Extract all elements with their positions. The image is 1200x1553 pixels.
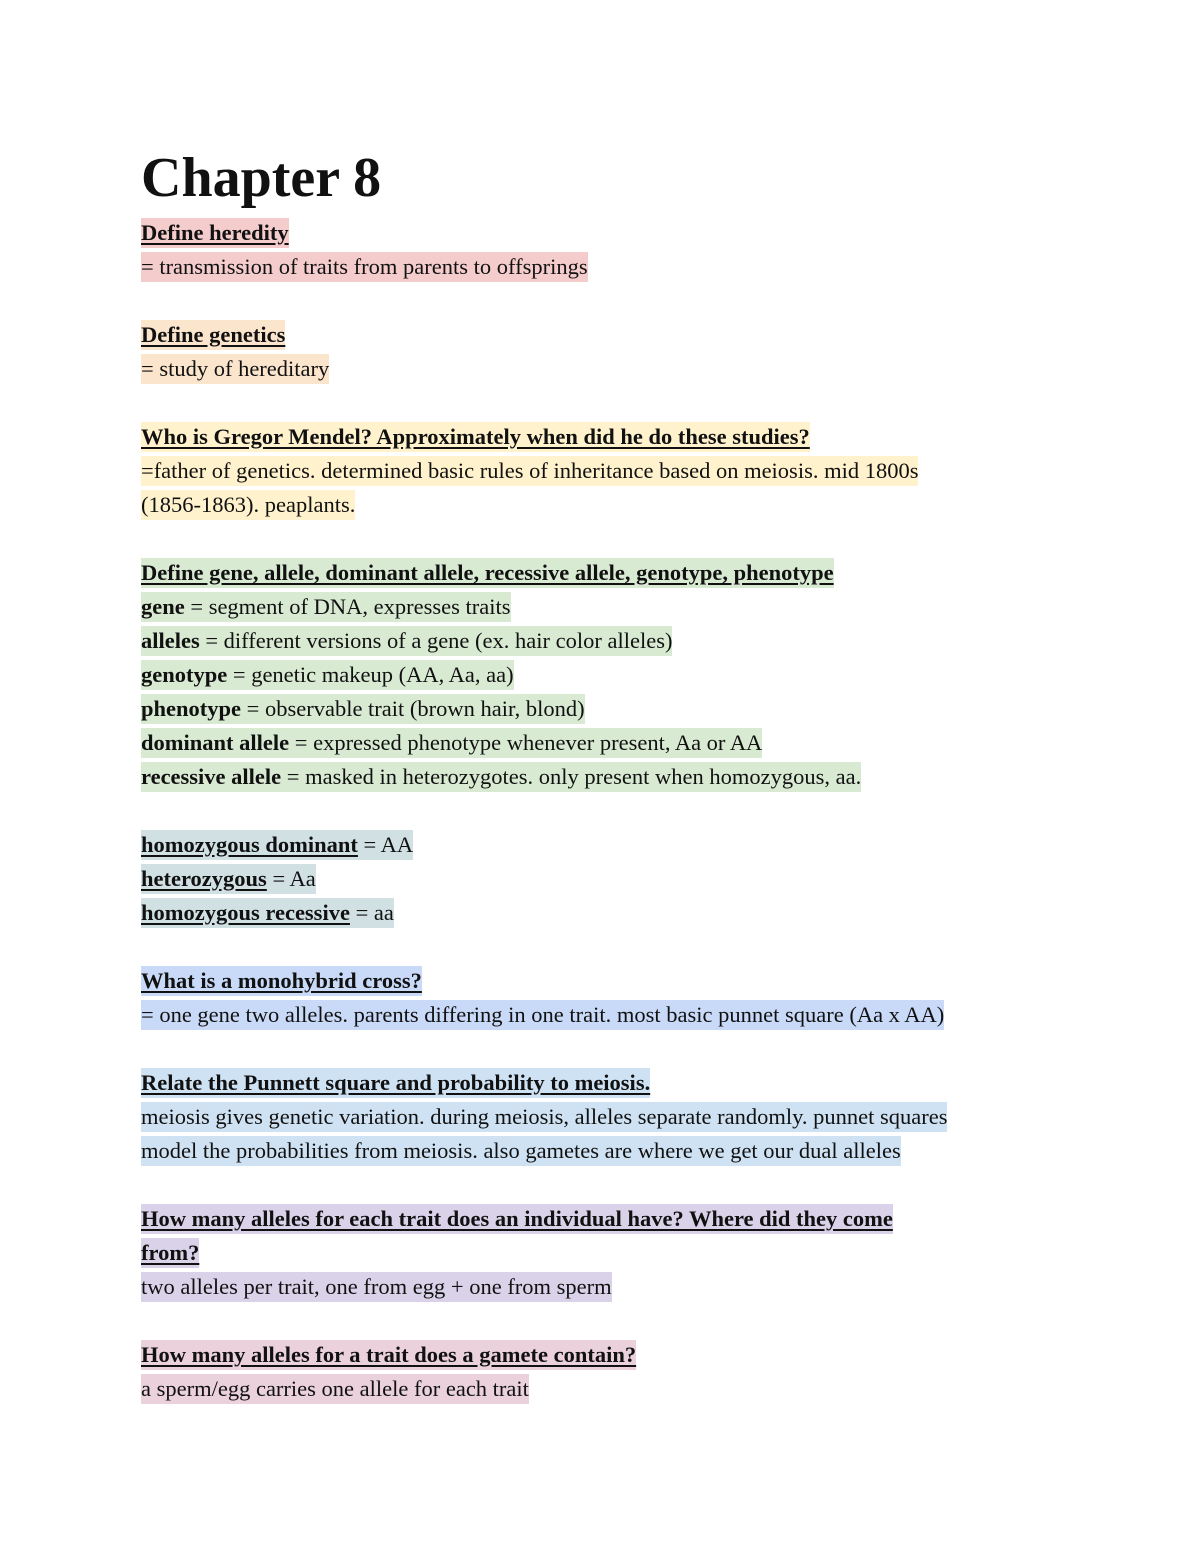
zygosity-heterozygous	[141, 864, 316, 894]
value-heterozygous: = Aa	[266, 866, 316, 891]
definition-genotype	[141, 660, 514, 690]
definition-alleles	[141, 626, 672, 656]
term-phenotype: phenotype	[141, 696, 242, 721]
term-homozygous-dominant: homozygous dominant	[141, 832, 358, 857]
answer-heredity: = transmission of traits from parents to offsprings	[141, 252, 588, 282]
answer-punnett-line2: model the probabilities from meiosis. also gametes are where we get our dual alleles	[141, 1136, 901, 1166]
answer-alleles-count: two alleles per trait, one from egg + one from sperm	[141, 1272, 612, 1302]
answer-monohybrid: = one gene two alleles. parents differing in one trait. most basic punnet square (Aa x AA)	[141, 1000, 944, 1030]
value-homozygous-dominant: = AA	[357, 832, 414, 857]
question-heredity: Define heredity	[141, 218, 289, 248]
zygosity-homozygous-dominant	[141, 830, 413, 860]
def-phenotype: = observable trait (brown hair, blond)	[241, 696, 585, 721]
section-punnett	[141, 1066, 1071, 1168]
def-genotype: = genetic makeup (AA, Aa, aa)	[227, 662, 514, 687]
answer-mendel-line1: =father of genetics. determined basic rules of inheritance based on meiosis. mid 1800s	[141, 456, 918, 486]
def-alleles: = different versions of a gene (ex. hair color alleles)	[199, 628, 673, 653]
answer-punnett-line1: meiosis gives genetic variation. during meiosis, alleles separate randomly. punnet squares	[141, 1102, 947, 1132]
term-homozygous-recessive: homozygous recessive	[141, 900, 350, 925]
definition-recessive-allele	[141, 762, 861, 792]
term-recessive-allele: recessive allele	[141, 764, 282, 789]
definition-phenotype	[141, 694, 585, 724]
answer-mendel-line2: (1856-1863). peaplants.	[141, 490, 355, 520]
zygosity-homozygous-recessive	[141, 898, 394, 928]
section-genetics	[141, 318, 1071, 386]
def-recessive-allele: = masked in heterozygotes. only present when homozygous, aa.	[281, 764, 862, 789]
section-gamete	[141, 1338, 1071, 1406]
term-heterozygous: heterozygous	[141, 866, 267, 891]
def-dominant-allele: = expressed phenotype whenever present, Aa or AA	[289, 730, 763, 755]
answer-genetics: = study of hereditary	[141, 354, 329, 384]
section-definitions	[141, 556, 1071, 794]
page-title: Chapter 8	[141, 147, 382, 209]
answer-gamete: a sperm/egg carries one allele for each trait	[141, 1374, 529, 1404]
section-mendel	[141, 420, 1071, 522]
question-definitions: Define gene, allele, dominant allele, recessive allele, genotype, phenotype	[141, 558, 834, 588]
definition-gene	[141, 592, 511, 622]
term-dominant-allele: dominant allele	[141, 730, 290, 755]
section-heredity	[141, 216, 1071, 284]
section-monohybrid	[141, 964, 1071, 1032]
question-alleles-count-line2: from?	[141, 1238, 199, 1268]
question-alleles-count-line1: How many alleles for each trait does an individual have? Where did they come	[141, 1204, 893, 1234]
definition-dominant-allele	[141, 728, 762, 758]
question-genetics: Define genetics	[141, 320, 285, 350]
question-punnett: Relate the Punnett square and probability to meiosis.	[141, 1068, 650, 1098]
def-gene: = segment of DNA, expresses traits	[184, 594, 511, 619]
term-genotype: genotype	[141, 662, 228, 687]
section-zygosity	[141, 828, 1071, 930]
document-content	[141, 142, 1071, 1440]
question-monohybrid: What is a monohybrid cross?	[141, 966, 422, 996]
question-gamete: How many alleles for a trait does a gamete contain?	[141, 1340, 636, 1370]
term-alleles: alleles	[141, 628, 200, 653]
term-gene: gene	[141, 594, 185, 619]
value-homozygous-recessive: = aa	[349, 900, 394, 925]
question-mendel: Who is Gregor Mendel? Approximately when did he do these studies?	[141, 422, 810, 452]
section-alleles-count	[141, 1202, 1071, 1304]
